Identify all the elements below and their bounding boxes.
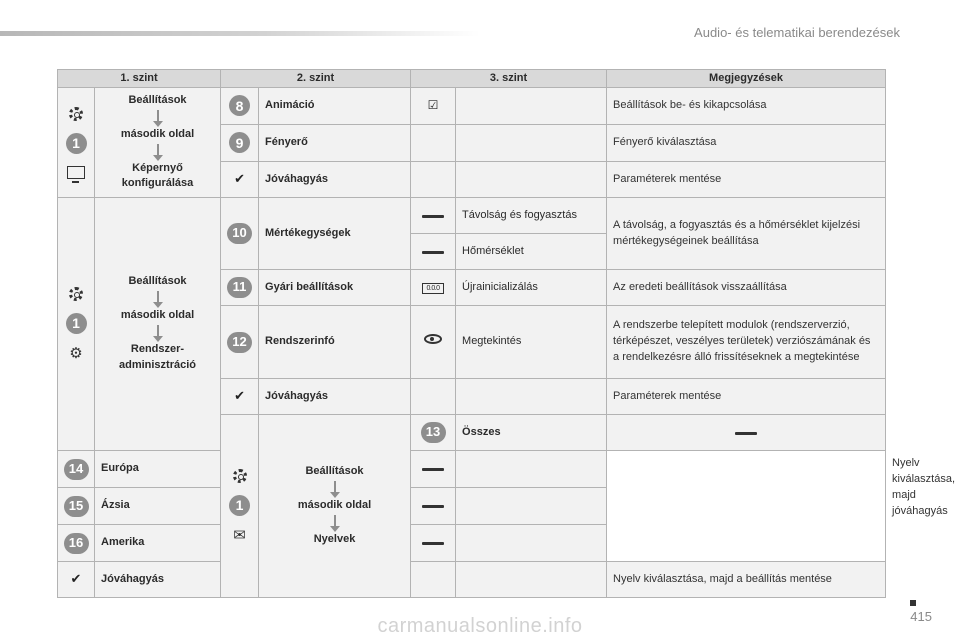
level2-label: Mértékegységek [259, 198, 411, 270]
bar-icon [422, 468, 444, 471]
level3-label [456, 88, 607, 125]
check-icon: ✔ [70, 571, 82, 587]
group1-icons [58, 88, 95, 198]
note: Beállítások be- és kikapcsolása [607, 88, 886, 125]
level2-label: Jóváhagyás [259, 379, 411, 415]
animation-icon: ☑ [427, 98, 439, 113]
table-row [58, 451, 886, 488]
flow-step: Beállítások [128, 275, 187, 288]
arrow-down-icon [157, 144, 159, 156]
gear-icon [69, 287, 83, 301]
number-badge: 13 [421, 422, 446, 443]
flow-step: második oldal [120, 127, 195, 140]
level3-mark [411, 198, 456, 234]
level3-mark [411, 125, 456, 162]
page-number: 415 [910, 609, 932, 624]
level2-label: Jóváhagyás [95, 562, 221, 598]
bar-icon [735, 432, 757, 435]
arrow-down-icon [157, 325, 159, 337]
row-check [221, 162, 259, 198]
flow-step: második oldal [120, 309, 195, 322]
note: Paraméterek mentése [607, 379, 886, 415]
level3-mark [411, 488, 456, 525]
table-row: 1 ✉ Beállítások második oldal Nyelvek 13 Összes Nyelv kiválasztása, majd jóváhagyás [58, 415, 886, 451]
level2-label: Ázsia [95, 488, 221, 525]
row-number [221, 125, 259, 162]
group2-icons [58, 198, 95, 451]
page-header-title: Audio- és telematikai berendezések [694, 25, 900, 40]
number-badge: 9 [229, 132, 250, 153]
column-header-level2: 2. szint [221, 70, 411, 88]
bar-icon [422, 542, 444, 545]
level3-mark [411, 306, 456, 379]
table-row [58, 88, 886, 125]
gear-icon [233, 469, 247, 483]
level3-mark [411, 451, 456, 488]
row-check [58, 562, 95, 598]
page-marker [910, 600, 916, 606]
level2-label: Európa [95, 451, 221, 488]
row-number [221, 88, 259, 125]
check-icon: ✔ [234, 388, 245, 404]
table-header-row [58, 70, 886, 88]
level3-label [456, 488, 607, 525]
flow-step: Rendszer-adminisztráció [118, 343, 197, 371]
row-number [58, 488, 95, 525]
group3-icons [221, 415, 259, 598]
level2-label: Összes [456, 415, 607, 451]
level3-label: Megtekintés [456, 306, 607, 379]
table-row [58, 198, 886, 234]
system-admin-icon: ⚙ [69, 345, 83, 362]
note: Az eredeti beállítások visszaállítása [607, 270, 886, 306]
note: Paraméterek mentése [607, 162, 886, 198]
note: Nyelv kiválasztása, majd a beállítás mentése [607, 562, 886, 598]
level3-mark [411, 562, 456, 598]
arrow-down-icon [334, 481, 336, 493]
level3-label: Újrainicializálás [456, 270, 607, 306]
level3-label: Hőmérséklet [456, 234, 607, 270]
arrow-down-icon [157, 291, 159, 303]
level3-label [456, 162, 607, 198]
column-header-level1: 1. szint [58, 70, 221, 88]
eye-icon [424, 334, 442, 344]
header-bar [0, 31, 480, 36]
level3-mark [411, 270, 456, 306]
level3-label [456, 525, 607, 562]
row-number [411, 415, 456, 451]
level3-mark [607, 415, 886, 451]
number-badge: 10 [227, 223, 252, 244]
level3-mark [411, 525, 456, 562]
row-number [58, 525, 95, 562]
level2-label: Rendszerinfó [259, 306, 411, 379]
reset-icon: 0.0.0 [422, 283, 444, 294]
arrow-down-icon [157, 110, 159, 122]
language-icon: ✉ [233, 527, 246, 544]
step-badge: 1 [229, 495, 250, 516]
table-row [58, 562, 886, 598]
row-check [221, 379, 259, 415]
row-number [221, 306, 259, 379]
arrow-down-icon [334, 515, 336, 527]
level3-label [456, 562, 607, 598]
number-badge: 12 [227, 332, 252, 353]
gear-icon [69, 107, 83, 121]
note: A rendszerbe telepített modulok (rendszerverzió, térképészet, veszélyes területek) verziószámának és a rendelkezésre álló frissítéseknek a megtekintése [607, 306, 886, 379]
bar-icon [422, 215, 444, 218]
row-number [58, 451, 95, 488]
step-badge: 1 [66, 133, 87, 154]
number-badge: 16 [64, 533, 89, 554]
number-badge: 15 [64, 496, 89, 517]
bar-icon [422, 251, 444, 254]
screen-config-icon [67, 166, 85, 179]
number-badge: 14 [64, 459, 89, 480]
note: Fényerő kiválasztása [607, 125, 886, 162]
column-header-level3: 3. szint [411, 70, 607, 88]
number-badge: 11 [227, 277, 252, 298]
flow-step: Beállítások [128, 93, 187, 106]
level2-label: Animáció [259, 88, 411, 125]
bar-icon [422, 505, 444, 508]
column-header-notes: Megjegyzések [607, 70, 886, 88]
settings-table [57, 69, 956, 598]
number-badge: 8 [229, 95, 250, 116]
level2-label: Fényerő [259, 125, 411, 162]
level3-mark [411, 162, 456, 198]
table-row [58, 488, 886, 525]
table-row [58, 525, 886, 562]
step-badge: 1 [66, 313, 87, 334]
watermark: carmanualsonline.info [377, 615, 583, 637]
row-number [221, 270, 259, 306]
check-icon: ✔ [234, 171, 245, 187]
level3-mark [411, 379, 456, 415]
level2-label: Jóváhagyás [259, 162, 411, 198]
group3-flow [259, 415, 411, 598]
flow-step: második oldal [297, 499, 372, 512]
flow-step: Képernyő konfigurálása [121, 161, 194, 190]
group2-flow [95, 198, 221, 451]
row-number [221, 198, 259, 270]
level3-label [456, 451, 607, 488]
flow-step: Beállítások [305, 465, 364, 478]
level3-label: Távolság és fogyasztás [456, 198, 607, 234]
note: A távolság, a fogyasztás és a hőmérséklet kijelzési mértékegységeinek beállítása [607, 198, 886, 270]
level3-label [456, 379, 607, 415]
flow-step: Nyelvek [313, 532, 356, 545]
level3-mark [411, 234, 456, 270]
level2-label: Amerika [95, 525, 221, 562]
level3-mark [411, 88, 456, 125]
level3-label [456, 125, 607, 162]
level2-label: Gyári beállítások [259, 270, 411, 306]
group1-flow [95, 88, 221, 198]
